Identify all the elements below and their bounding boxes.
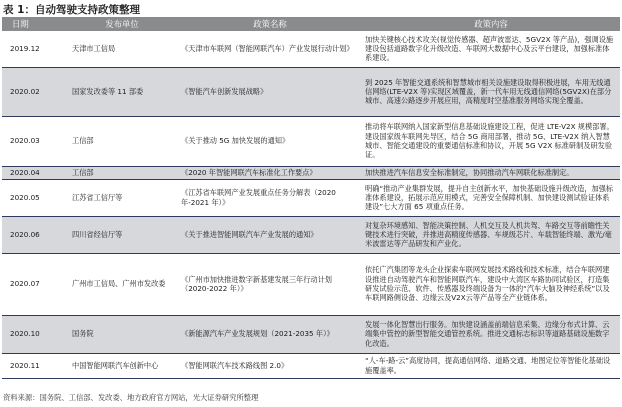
cell-date: 2020.05 [2,179,66,216]
table-row [2,166,620,179]
cell-content: 加快关键核心技术攻关(视觉传感器、超声波雷达、5GV2X 等产品)，强调设施建设包括道路数字化升级改造、车联网大数据中心及云平台建设，加强标准体系建设。 [362,31,620,67]
cell-unit: 国务院 [66,315,178,353]
header-unit: 发布单位 [66,17,178,31]
policy-table [2,17,620,379]
cell-date: 2020.10 [2,315,66,353]
cell-policy: 《天津市车联网（智能网联汽车）产业发展行动计划》 [178,31,362,67]
cell-unit: 工信部 [66,166,178,179]
cell-unit: 国家发改委等 11 部委 [66,67,178,116]
cell-date: 2019.12 [2,31,66,67]
table-row [2,179,620,216]
cell-date: 2020.06 [2,216,66,253]
table-title: 表 1：自动驾驶支持政策整理 [3,4,140,16]
cell-policy: 《江苏省车联网产业发展重点任务分解表（2020 年-2021 年）》 [178,179,362,216]
cell-content: 发展一体化智慧出行服务。加快建设涵盖前端信息采集、边缘分布式计算、云端集中管控的新型智能交通管控系统。推进交通标志标识等道路基础设施数字化改造。 [362,315,620,353]
table-header-row [2,17,620,31]
cell-content: 对复杂环境感知、智能决策控制、人机交互及人机共驾、车路交互等前瞻性关键技术进行突破，并推进高精度传感器、车规级芯片、车载智能终端、激光/毫米波雷达等产品研发和产业化。 [362,216,620,253]
cell-policy: 《智能汽车创新发展战略》 [178,67,362,116]
source-note: 资料来源：国务院、工信部、发改委、地方政府官方网站，光大证券研究所整理 [3,393,259,402]
table-row [2,315,620,353]
cell-unit: 广州市工信局、广州市发改委 [66,253,178,315]
table-row [2,353,620,378]
cell-date: 2020.04 [2,166,66,179]
cell-policy: 《关于推动 5G 加快发展的通知》 [178,116,362,166]
cell-unit: 四川省经信厅等 [66,216,178,253]
cell-content: 加快推进汽车信息安全标准制定，协同推动汽车网联化标准制定。 [362,166,620,179]
cell-content: 到 2025 年智能交通系统和智慧城市相关设施建设取得积极进展，车用无线通信网络(LTE-V2X 等)实现区域覆盖，新一代车用无线通信网络(5GV2X)在部分城市、高速公路逐步开展应用，高精度时空基准服务网络实现全覆盖。 [362,67,620,116]
cell-date: 2020.07 [2,253,66,315]
cell-date: 2020.11 [2,353,66,378]
cell-content: “人-车-路-云”高度协同，提高通信网络、道路交通、地图定位等智能化基础设施覆盖率。 [362,353,620,378]
header-date: 日期 [2,17,66,31]
cell-unit: 天津市工信局 [66,31,178,67]
cell-content: 推动将车联网纳入国家新型信息基础设施建设工程，促进 LTE-V2X 规模部署。建设国家级车联网先导区，结合 5G 商用部署，推动 5G、LTE-V2X 纳入智慧城市、智能交通建设的重要通信标准和协议，开展 5G V2X 标准研制及研发验证。 [362,116,620,166]
cell-unit: 江苏省工信厅等 [66,179,178,216]
cell-date: 2020.03 [2,116,66,166]
cell-unit: 工信部 [66,116,178,166]
cell-content: 明确“推动产业集群发展，提升自主创新水平，加快基础设施升级改造，加强标准体系建设，拓展示范应用模式，完善安全保障机制、加快建设测试验证体系建设”七大方面 65 项重点任务。 [362,179,620,216]
table-row [2,253,620,315]
table-row [2,31,620,67]
cell-policy: 《关于推进智能网联汽车产业发展的通知》 [178,216,362,253]
table-row [2,67,620,116]
cell-policy: 《新能源汽车产业发展规划（2021-2035 年）》 [178,315,362,353]
cell-date: 2020.02 [2,67,66,116]
header-content: 政策内容 [362,17,620,31]
cell-content: 依托广汽集团等龙头企业探索车联网发展技术路线和技术标准，结合车联网建设推进自动驾驶汽车和智能网联汽车，建设中大湾区车路协同试验区，打造集研发试验示范、软件、传感器及终端设备为一体的“汽车大脑及神经系统”以及车联网路侧设备、边缘云及V2X云等产品等全产业链体系。 [362,253,620,315]
cell-policy: 《2020 年智能网联汽车标准化工作要点》 [178,166,362,179]
header-policy: 政策名称 [178,17,362,31]
cell-policy: 《智能网联汽车技术路线图 2.0》 [178,353,362,378]
table-row [2,216,620,253]
table-row [2,116,620,166]
cell-policy: 《广州市加快推进数字新基建发展三年行动计划（2020-2022 年）》 [178,253,362,315]
cell-unit: 中国智能网联汽车创新中心 [66,353,178,378]
